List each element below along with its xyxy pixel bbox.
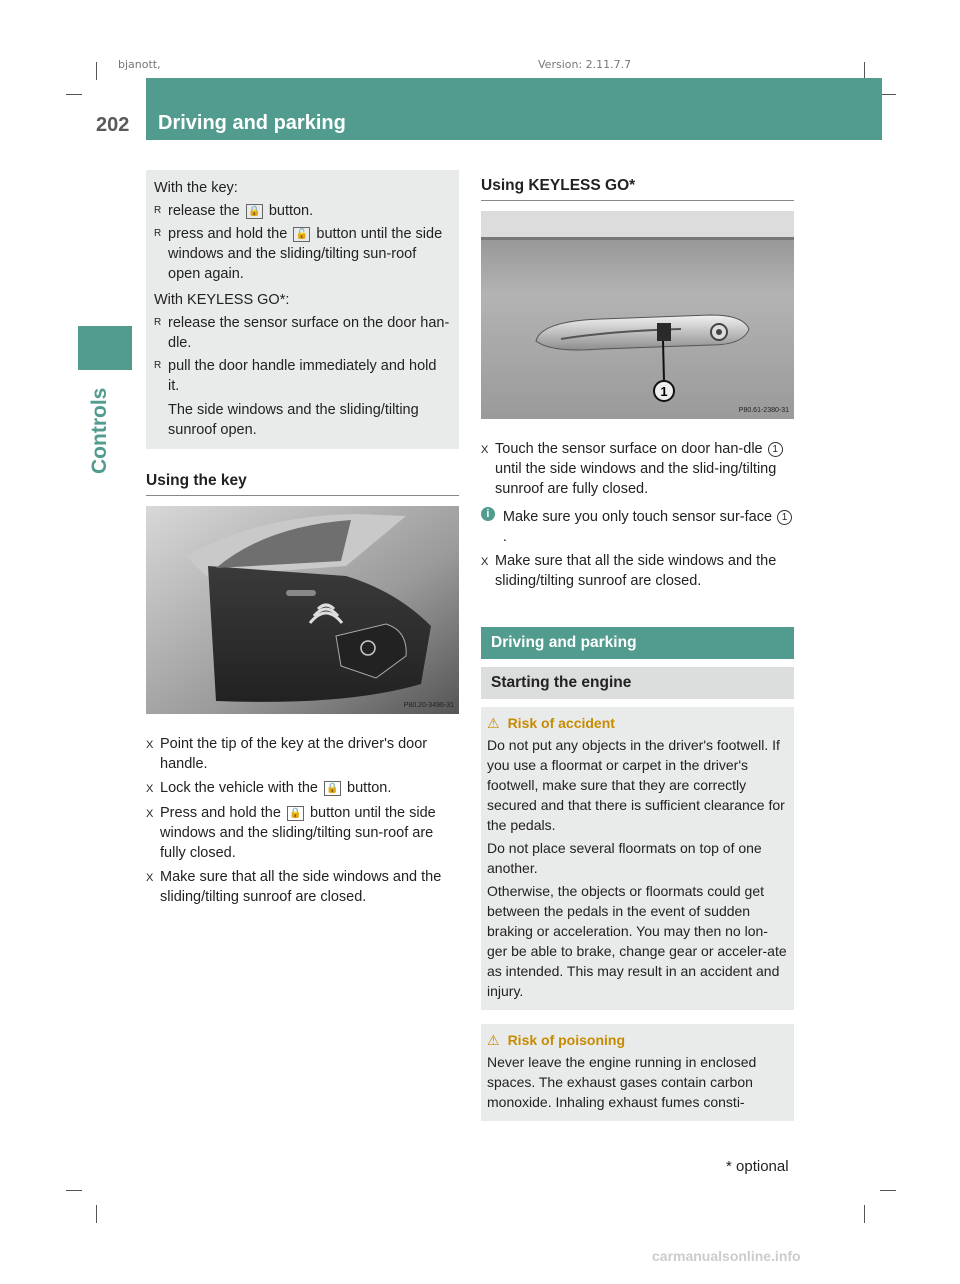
callout-ref: 1 [768, 442, 783, 457]
step-item: X Touch the sensor surface on door han-dle 1 until the side windows and the slid-ing/tilting sunroof are fully closed. [481, 439, 794, 499]
list-item: R pull the door handle immediately and hold it. The side windows and the sliding/tilting sunroof open. [154, 358, 437, 438]
crop-mark [864, 1205, 865, 1223]
subsection-band: Starting the engine [481, 667, 794, 699]
section-heading-using-key: Using the key [146, 471, 459, 496]
list-item: R release the sensor surface on the door han-dle. [154, 315, 450, 351]
warning-icon: ⚠ [487, 715, 500, 731]
crop-mark [66, 1190, 82, 1191]
lock-icon: 🔒 [246, 204, 263, 219]
callout-number: 1 [660, 384, 668, 399]
page-number: 202 [96, 114, 130, 136]
warning-box: ⚠ Risk of poisoning Never leave the engine running in enclosed spaces. The exhaust gases contain carbon monoxide. Inhaling exhaust fumes consti- [481, 1024, 794, 1121]
page-title: Driving and parking [158, 112, 346, 134]
watermark: carmanualsonline.info [652, 1248, 801, 1264]
meta-right: Version: 2.11.7.7 [538, 58, 632, 71]
warning-box: ⚠ Risk of accident Do not put any objects in the driver's footwell. If you use a floormat or carpet in the driver's footwell, make sure that they are correctly secured and that there is sufficient clearance for the pedals. Do not place several floormats on top of one another. Otherwise, the objects or floormats could get between the pedals in the event of sudden braking or acceleration. You may then no lon-ger be able to brake, change gear or acceler-ate as intended. This may result in an accident and injury. [481, 707, 794, 1010]
info-icon: i [481, 507, 495, 521]
warning-icon: ⚠ [487, 1032, 500, 1048]
section-band: Driving and parking [481, 627, 794, 659]
car-door-key-image [146, 506, 459, 714]
step-item: X Press and hold the 🔒 button until the side windows and the sliding/tilting sun-roof are fully closed. [146, 805, 436, 861]
crop-mark [880, 94, 896, 95]
info-box [146, 170, 459, 449]
image-code: P80.20-3496-31 [403, 702, 454, 709]
crop-mark [880, 1190, 896, 1191]
with-keyless-label: With KEYLESS GO*: [154, 292, 290, 308]
list-item: R press and hold the 🔓 button until the side windows and the sliding/tilting sun-roof open again. [154, 226, 443, 282]
meta-left: bjanott, [118, 58, 161, 71]
unlock-icon: 🔓 [293, 227, 310, 242]
with-key-label: With the key: [154, 180, 238, 196]
footer-note: * optional [726, 1158, 789, 1175]
door-handle-image [481, 211, 794, 419]
crop-mark [66, 94, 82, 95]
right-column [481, 176, 794, 1121]
crop-mark [96, 1205, 97, 1223]
image-code: P80.61-2380-31 [738, 407, 789, 414]
side-label: Controls [88, 387, 111, 474]
step-item: X Point the tip of the key at the driver's door handle. [146, 736, 428, 772]
step-item: X Make sure that all the side windows and the sliding/tilting sunroof are closed. [481, 553, 777, 589]
lock-icon: 🔒 [287, 806, 304, 821]
section-heading-keyless: Using KEYLESS GO* [481, 176, 794, 201]
side-tab [78, 326, 132, 370]
callout-ref: 1 [777, 510, 792, 525]
step-item: X Lock the vehicle with the 🔒 button. [146, 780, 392, 796]
list-item: R release the 🔒 button. [154, 203, 314, 219]
header-separator [143, 78, 146, 140]
step-item: X Make sure that all the side windows and the sliding/tilting sunroof are closed. [146, 869, 442, 905]
crop-mark [96, 62, 97, 80]
info-note: i Make sure you only touch sensor sur-face 1. [481, 507, 794, 547]
left-column [146, 170, 459, 911]
lock-icon: 🔒 [324, 781, 341, 796]
